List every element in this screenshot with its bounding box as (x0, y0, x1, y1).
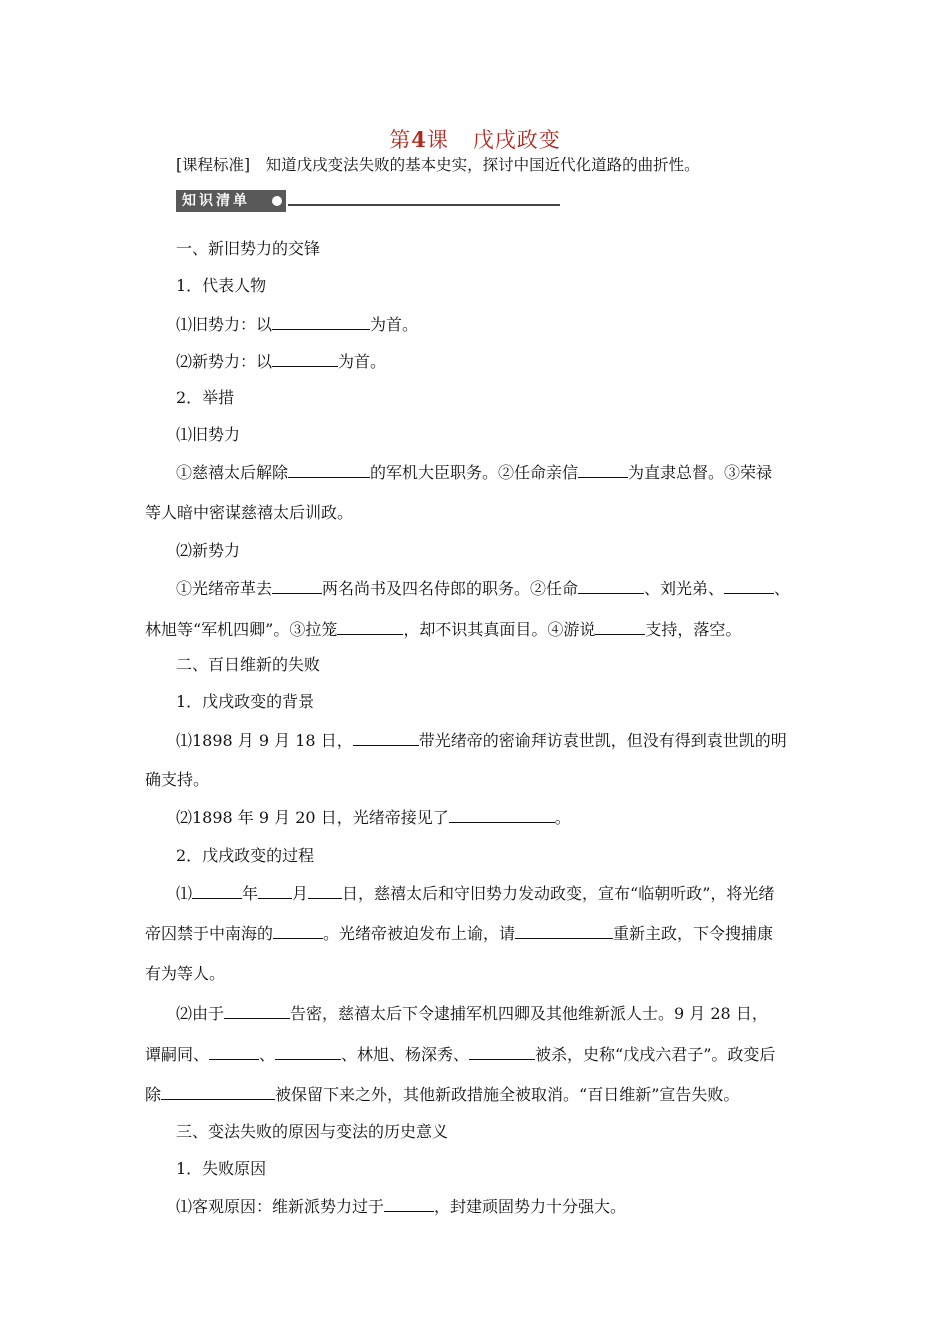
paragraph-line: 确支持。 (145, 770, 210, 789)
bullet-dot-icon (272, 196, 282, 206)
paragraph-line: 谭嗣同、 、 、林旭、杨深秀、 被杀，史称“戊戌六君子”。政变后 (145, 1045, 776, 1064)
curriculum-standard: [课程标准] 知道戊戌变法失败的基本史实，探讨中国近代化道路的曲折性。 (176, 156, 700, 174)
paragraph-line: ⑵1898 年 9 月 20 日，光绪帝接见了 。 (176, 808, 571, 827)
fill-blank[interactable] (469, 1043, 535, 1060)
fill-blank[interactable] (595, 618, 645, 635)
paragraph-line: 林旭等“军机四卿”。③拉笼 ，却不识其真面目。④游说 支持，落空。 (145, 620, 742, 639)
lesson-title: 第4课 戊戌政变 (389, 127, 561, 152)
paragraph-line: ⑴ 年 月 日，慈禧太后和守旧势力发动政变，宣布“临朝听政”，将光绪 (176, 884, 775, 903)
section-badge: 知识清单 (176, 190, 286, 212)
subheading: 1．代表人物 (176, 276, 267, 295)
heading-1: 一、新旧势力的交锋 (176, 239, 321, 258)
subheading: 2．戊戌政变的过程 (176, 846, 315, 865)
paragraph-line: 帝囚禁于中南海的 。光绪帝被迫发布上谕，请 重新主政，下令搜捕康 (145, 924, 774, 943)
fill-blank[interactable] (384, 1195, 434, 1212)
paragraph-line: 除 被保留下来之外，其他新政措施全被取消。“百日维新”宣告失败。 (145, 1085, 740, 1104)
fill-blank[interactable] (578, 577, 644, 594)
paragraph-line: ①光绪帝革去 两名尚书及四名侍郎的职务。②任命 、刘光弟、 、 (176, 579, 791, 598)
paragraph-line: 有为等人。 (145, 964, 226, 983)
fill-blank[interactable] (449, 806, 555, 823)
fill-blank[interactable] (353, 729, 419, 746)
subheading: 1．戊戌政变的背景 (176, 692, 315, 711)
paragraph-line: ⑵由于 告密，慈禧太后下令逮捕军机四卿及其他维新派人士。9 月 28 日， (176, 1004, 768, 1023)
fill-blank[interactable] (272, 350, 338, 367)
subheading: 1．失败原因 (176, 1159, 267, 1178)
section-header (176, 190, 560, 214)
fill-blank[interactable] (724, 577, 774, 594)
fill-blank[interactable] (209, 1043, 259, 1060)
subheading: 2．举措 (176, 388, 235, 407)
paragraph-line: ①慈禧太后解除 的军机大臣职务。②任命亲信 为直隶总督。③荣禄 (176, 463, 773, 482)
fill-blank[interactable] (273, 922, 323, 939)
paragraph-line: ⑴客观原因：维新派势力过于 ，封建顽固势力十分强大。 (176, 1197, 627, 1216)
paragraph-line: ⑵新势力：以 为首。 (176, 352, 387, 371)
paragraph-line: ⑴旧势力：以 为首。 (176, 315, 419, 334)
fill-blank[interactable] (161, 1083, 275, 1100)
fill-blank[interactable] (192, 882, 242, 899)
subheading: ⑵新势力 (176, 541, 241, 560)
paragraph-line: ⑴1898 月 9 月 18 日， 带光绪帝的密谕拜访袁世凯，但没有得到袁世凯的明 (176, 731, 787, 750)
fill-blank[interactable] (272, 577, 322, 594)
fill-blank[interactable] (224, 1002, 290, 1019)
heading-2: 二、百日维新的失败 (176, 655, 321, 674)
fill-blank[interactable] (288, 461, 370, 478)
fill-blank[interactable] (515, 922, 613, 939)
heading-3: 三、变法失败的原因与变法的历史意义 (176, 1122, 449, 1141)
subheading: ⑴旧势力 (176, 425, 241, 444)
fill-blank[interactable] (258, 882, 292, 899)
header-divider (288, 204, 560, 206)
fill-blank[interactable] (578, 461, 628, 478)
fill-blank[interactable] (337, 618, 403, 635)
fill-blank[interactable] (272, 313, 370, 330)
fill-blank[interactable] (308, 882, 342, 899)
paragraph-line: 等人暗中密谋慈禧太后训政。 (145, 503, 354, 522)
fill-blank[interactable] (275, 1043, 341, 1060)
